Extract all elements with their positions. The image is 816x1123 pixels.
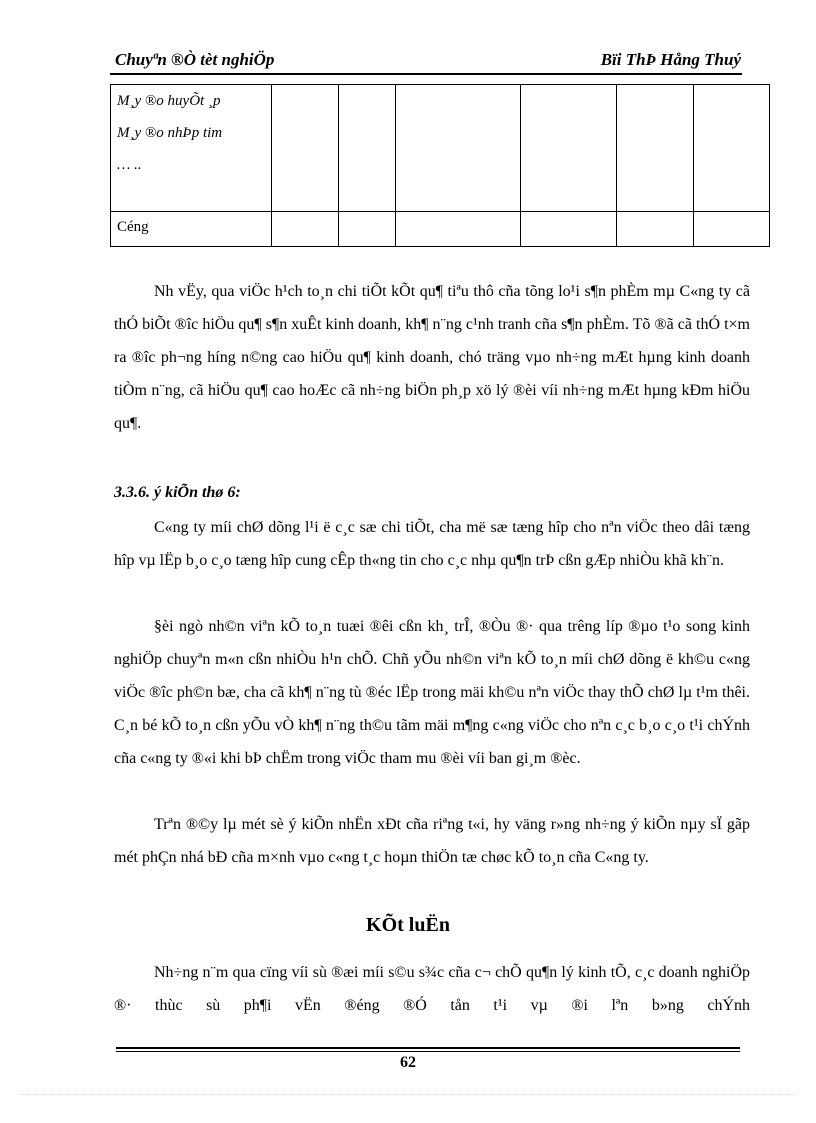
- paragraph-4-block: [114, 808, 750, 874]
- table-cell: [339, 85, 396, 212]
- paragraph-3-block: [114, 610, 750, 775]
- table-cell: [521, 212, 617, 247]
- product-name-blood-pressure: M¸y ®o huyÕt ¸p: [117, 93, 221, 109]
- total-label: Céng: [111, 212, 272, 247]
- paragraph-3: §èi ngò nh©n viªn kÕ to¸n tuæi ®êi cßn kh¸ trÎ, ®Òu ®· qua trêng líp ®µo t¹o song kinh nghiÖp chuyªn m«n cßn nhiÒu h¹n chÕ. Chñ yÕu nh©n viªn kÕ to¸n míi chØ dõng ë kh©u c«ng viÖc ®îc ph©n bæ, cha cã kh¶ n¨ng tù ®éc lËp trong mäi kh©u nªn viÖc thay thÕ chØ lµ t¹m thêi. C¸n bé kÕ to¸n cßn yÕu vÒ kh¶ n¨ng th©u tãm mäi m¶ng c«ng viÖc cho nªn c¸c b¸o c¸o t¹i chÝnh cña c«ng ty ®«i khi bÞ chËm trong viÖc tham mu ®èi víi ban gi¸m ®èc.: [114, 618, 750, 767]
- product-table: [110, 84, 770, 247]
- header-rule: [110, 73, 742, 75]
- footer-rule-thin: [116, 1051, 740, 1052]
- table-cell: [339, 212, 396, 247]
- page-break-line: [20, 1094, 796, 1095]
- footer-rule-thick: [116, 1047, 740, 1049]
- product-name-ellipsis: … ..: [117, 157, 142, 173]
- table-row: [111, 85, 770, 212]
- page-header: [115, 50, 741, 72]
- table-cell: [617, 85, 694, 212]
- paragraph-4: Trªn ®©y lµ mét sè ý kiÕn nhËn xÐt cña riªng t«i, hy väng r»ng nh÷ng ý kiÕn nµy sÏ gãp mét phÇn nhá bÐ cña m×nh vµo c«ng t¸c hoµn thiÖn tæ chøc kÕ to¸n cña C«ng ty.: [114, 816, 750, 866]
- paragraph-1-block: [114, 275, 750, 440]
- conclusion-title: KÕt luËn: [366, 914, 450, 936]
- table-cell: [617, 212, 694, 247]
- product-name-heart-rate: M¸y ®o nhÞp tim: [117, 125, 223, 141]
- paragraph-1: Nh vËy, qua viÖc h¹ch to¸n chi tiÕt kÕt qu¶ tiªu thô cña tõng lo¹i s¶n phÈm mµ C«ng ty cã thÓ biÕt ®îc hiÖu qu¶ s¶n xuÊt kinh doanh, kh¶ n¨ng c¹nh tranh cña s¶n phÈm. Tõ ®ã cã thÓ t×m ra ®îc ph¬ng híng n©ng cao hiÖu qu¶ kinh doanh, chó träng vµo nh÷ng mÆt hµng kinh doanh tiÒm n¨ng, cã hiÖu qu¶ cao hoÆc cã nh÷ng biÖn ph¸p xö lý ®èi víi nh÷ng mÆt hµng kÐm hiÖu qu¶.: [114, 283, 750, 432]
- table-cell: [272, 85, 339, 212]
- section-heading: 3.3.6. ý kiÕn thø 6:: [114, 484, 241, 501]
- product-names-cell: [111, 85, 272, 212]
- table-cell: [396, 85, 521, 212]
- table-total-row: [111, 212, 770, 247]
- header-author-name: Bïi ThÞ Hång Thuý: [600, 50, 741, 69]
- paragraph-5-block: [114, 956, 750, 1022]
- table-cell: [272, 212, 339, 247]
- paragraph-5: Nh÷ng n¨m qua cïng víi sù ®æi míi s©u s¾c cña c¬ chÕ qu¶n lý kinh tÕ, c¸c doanh nghiÖp ®· thùc sù ph¶i vËn ®éng ®Ó tån t¹i vµ ®i lªn b»ng chÝnh: [114, 964, 750, 1014]
- table-cell: [396, 212, 521, 247]
- table-cell: [521, 85, 617, 212]
- paragraph-2: C«ng ty míi chØ dõng l¹i ë c¸c sæ chi tiÕt, cha më sæ tæng hîp cho nªn viÖc theo dâi tæng hîp vµ lËp b¸o c¸o tæng hîp cung cÊp th«ng tin cho c¸c nhµ qu¶n trÞ cßn gÆp nhiÒu khã kh¨n.: [114, 519, 750, 569]
- table-cell: [694, 85, 770, 212]
- page-number: 62: [400, 1054, 416, 1071]
- paragraph-2-block: [114, 511, 750, 577]
- header-document-title: Chuyªn ®Ò tèt nghiÖp: [115, 50, 275, 69]
- table-cell: [694, 212, 770, 247]
